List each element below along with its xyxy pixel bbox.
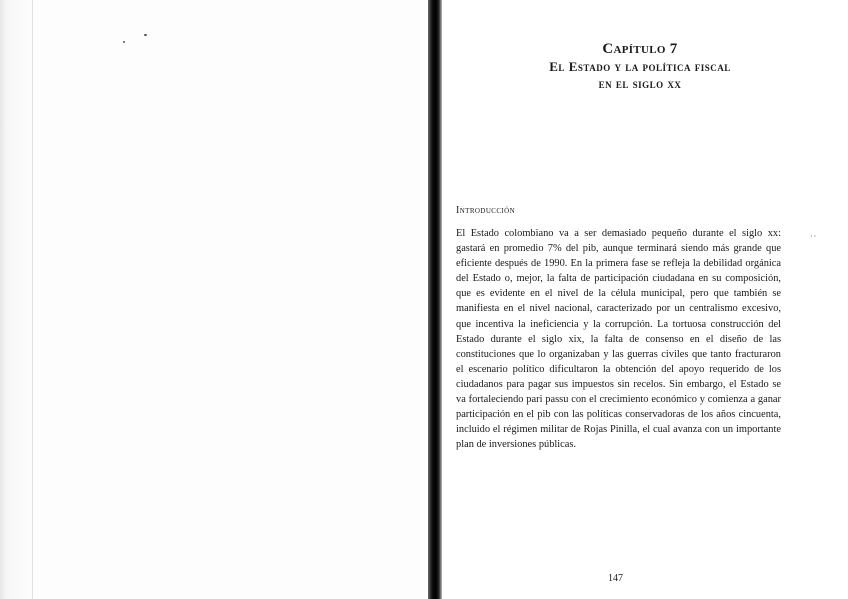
- chapter-title-line-1: El Estado y la política fiscal: [549, 59, 731, 74]
- body-text: [456, 226, 781, 452]
- page-number: 147: [608, 573, 623, 584]
- body-paragraph: El Estado colombiano va a ser demasiado pequeño durante el siglo xx: gastará en promedio 7% del pib, aunque terminará siendo más grande que eficiente después de 1990. En la primera fase se refleja la debilidad orgánica del Estado o, mejor, la falta de participación ciudadana en su composición, que es evidente en el nivel de la célula municipal, pero que también se manifiesta en el nivel nacional, caracterizado por un centralismo excesivo, que incentiva la ineficiencia y la corrupción. La tortuosa construcción del Estado durante el siglo xix, la falta de consenso en el diseño de las constituciones que lo organizaban y las guerras civiles que tanto fracturaron el escenario político dificultaron la obtención del apoyo requerido de los ciudadanos para pagar sus impuestos sin recelos. Sin embargo, el Estado se va fortaleciendo pari passu con el crecimiento económico y comienza a ganar participación en el pib con las políticas conservadoras de los años cincuenta, incluido el régimen militar de Rojas Pinilla, el cual avanza con un importante plan de inversiones públicas.: [456, 228, 781, 451]
- margin-speck: ··: [810, 232, 818, 241]
- chapter-heading: [470, 40, 810, 92]
- page-speck: [123, 41, 125, 43]
- right-page: [442, 0, 848, 599]
- section-heading: Introducción: [456, 205, 516, 216]
- chapter-title-line-2: en el siglo xx: [598, 76, 682, 91]
- chapter-number: Capítulo 7: [602, 41, 678, 57]
- book-gutter: [428, 0, 442, 599]
- page-speck: [144, 34, 147, 36]
- left-page-edge: [0, 0, 40, 599]
